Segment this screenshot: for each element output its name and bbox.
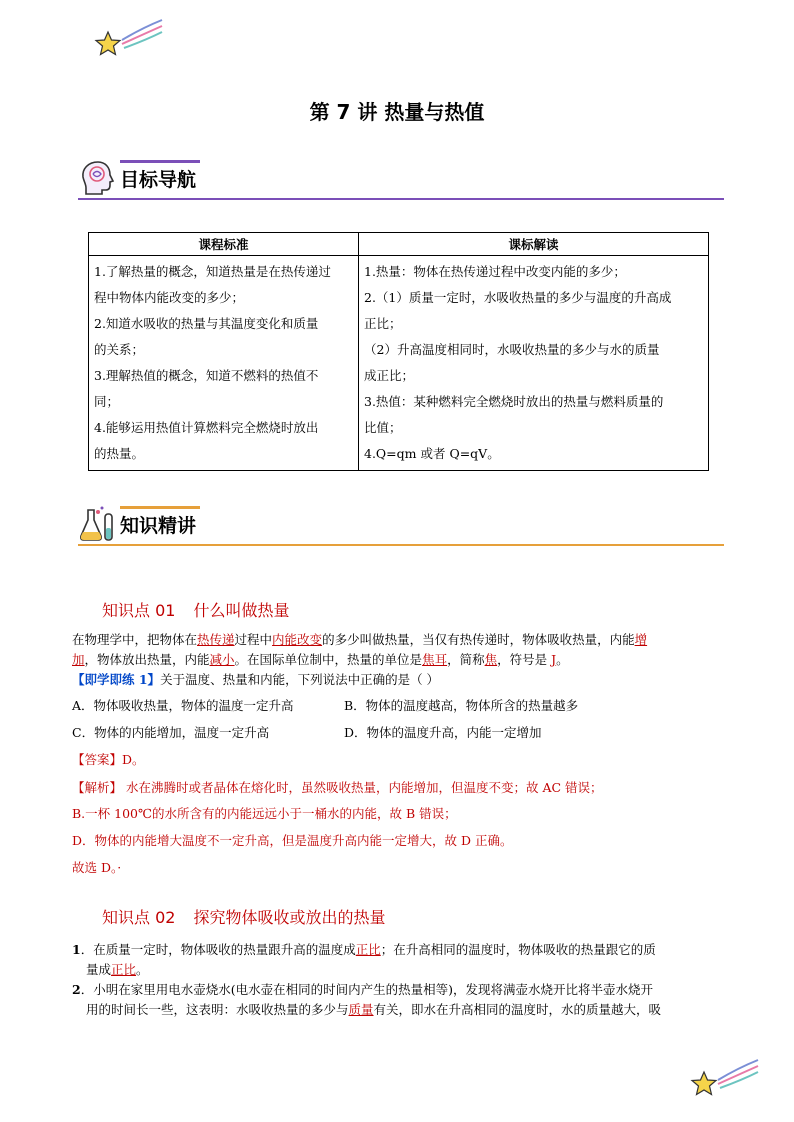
answer-blank: 增 [634, 632, 648, 647]
text-line [72, 960, 724, 980]
text-run: ，物体放出热量，内能 [84, 652, 210, 667]
option-d: D．物体的温度升高，内能一定增加 [344, 725, 542, 740]
answer-blank: 加 [72, 652, 85, 667]
text-line [72, 980, 724, 1000]
cell-line: 4.Q=qm 或者 Q=qV。 [364, 446, 500, 461]
analysis-line: D．物体的内能增大温度不一定升高，但是温度升高内能一定增大，故 D 正确。 [72, 833, 513, 848]
section-title: 目标导航 [120, 169, 197, 191]
curriculum-table [88, 232, 709, 471]
item-text [81, 942, 656, 957]
text-run: ；在升高相同的温度时，物体吸收的热量跟它的质 [380, 942, 656, 957]
table-cell-interpretation [359, 256, 709, 471]
table-cell-standards [89, 256, 359, 471]
item-text [81, 982, 653, 997]
text-run: ．在质量一定时，物体吸收的热量跟升高的温度成 [80, 942, 356, 957]
text-run: 的多少叫做热量，当仅有热传递时，物体吸收热量，内能 [322, 632, 635, 647]
header-accent [120, 160, 200, 163]
cell-line: 的关系； [94, 342, 145, 357]
divider [78, 544, 724, 546]
answer-blank: 减小 [209, 652, 235, 667]
cell-line: 2.（1）质量一定时，水吸收热量的多少与温度的升高成 [364, 290, 672, 305]
answer-blank: 焦 [484, 652, 498, 667]
analysis-line [72, 778, 724, 798]
cell-line: 3.热值：某种燃料完全燃烧时放出的热量与燃料质量的 [364, 394, 664, 409]
answer-blank: 正比 [355, 942, 381, 957]
knowledge-point-name: 探究物体吸收或放出的热量 [193, 908, 386, 927]
knowledge-point-title [102, 598, 307, 621]
text-run: 。 [136, 962, 149, 977]
table-row [89, 256, 709, 471]
cell-line: 的热量。 [94, 446, 145, 461]
text-run: 。 [556, 652, 569, 667]
answer-blank: 质量 [348, 1002, 374, 1017]
text-run: 。在国际单位制中，热量的单位是 [234, 652, 423, 667]
option-c: C．物体的内能增加，温度一定升高 [72, 725, 270, 740]
text-run: ，简称 [447, 652, 485, 667]
star-icon [92, 18, 164, 58]
cell-line: （2）升高温度相同时，水吸收热量的多少与水的质量 [364, 342, 660, 357]
text-line [72, 1000, 724, 1020]
answer-blank: 正比 [111, 962, 137, 977]
text-line [72, 650, 724, 670]
text-run: ．小明在家里用电水壶烧水(电水壶在相同的时间内产生的热量相等)，发现将满壶水烧开比将半壶水烧开 [80, 982, 653, 997]
text-run: 用的时间长一些，这表明：水吸收热量的多少与 [86, 1002, 349, 1017]
option-b: B．物体的温度越高，物体所含的热量越多 [344, 698, 579, 713]
cell-line: 正比； [364, 316, 402, 331]
analysis-tag: 【解析】 [72, 780, 123, 795]
exercise-question: 关于温度、热量和内能，下列说法中正确的是（ ） [160, 672, 440, 687]
answer-blank: 热传递 [197, 632, 235, 647]
answer-blank: 内能改变 [272, 632, 323, 647]
knowledge-point-name: 什么叫做热量 [193, 601, 290, 620]
text-run: 有关，即水在升高相同的温度时，水的质量越大，吸 [373, 1002, 662, 1017]
cell-line: 成正比； [364, 368, 415, 383]
analysis-text: 水在沸腾时或者晶体在熔化时，虽然吸收热量，内能增加，但温度不变；故 AC 错误； [126, 780, 603, 795]
cell-line: 2.知道水吸收的热量与其温度变化和质量 [94, 316, 319, 331]
text-run: 量成 [86, 962, 112, 977]
text-run: ，符号是 [497, 652, 552, 667]
table-header-row [89, 233, 709, 256]
answer: 【答案】D。 [72, 752, 145, 767]
paragraph [72, 940, 724, 1020]
knowledge-point-number: 知识点 02 [102, 908, 176, 927]
cell-line: 程中物体内能改变的多少； [94, 290, 245, 305]
paragraph [72, 630, 724, 690]
text-line [72, 630, 724, 650]
table-header: 课标解读 [359, 233, 709, 256]
option-a: A．物体吸收热量，物体的温度一定升高 [72, 698, 294, 713]
analysis-line: B.一杯 100℃的水所含有的内能远远小于一桶水的内能，故 B 错误； [72, 806, 457, 821]
brain-icon [78, 158, 118, 198]
cell-line: 比值； [364, 420, 402, 435]
star-icon [688, 1058, 760, 1098]
knowledge-point-title [102, 905, 403, 928]
answer-blank: J [551, 652, 557, 667]
cell-line: 3.理解热值的概念，知道不燃料的热值不 [94, 368, 319, 383]
cell-line: 同； [94, 394, 120, 409]
cell-line: 1.热量：物体在热传递过程中改变内能的多少； [364, 264, 626, 279]
section-header-knowledge [78, 504, 724, 546]
cell-line: 1.了解热量的概念，知道热量是在热传递过 [94, 264, 331, 279]
cell-line: 4.能够运用热值计算燃料完全燃烧时放出 [94, 420, 319, 435]
item-number: 1 [72, 942, 81, 957]
text-run: 在物理学中，把物体在 [72, 632, 198, 647]
exercise-line [72, 670, 724, 690]
section-title: 知识精讲 [120, 515, 197, 537]
flask-icon [78, 504, 118, 544]
text-run: 过程中 [234, 632, 273, 647]
answer-blank: 焦耳 [422, 652, 448, 667]
knowledge-point-number: 知识点 01 [102, 601, 176, 620]
conclusion: 故选 D。· [72, 860, 122, 875]
table-header: 课程标准 [89, 233, 359, 256]
text-line [72, 940, 724, 960]
header-accent [120, 506, 200, 509]
item-number: 2 [72, 982, 81, 997]
divider [78, 198, 724, 200]
exercise-tag: 【即学即练 1】 [72, 672, 161, 687]
section-header-goals [78, 158, 724, 200]
page-title: 第 7 讲 热量与热值 [309, 100, 485, 124]
